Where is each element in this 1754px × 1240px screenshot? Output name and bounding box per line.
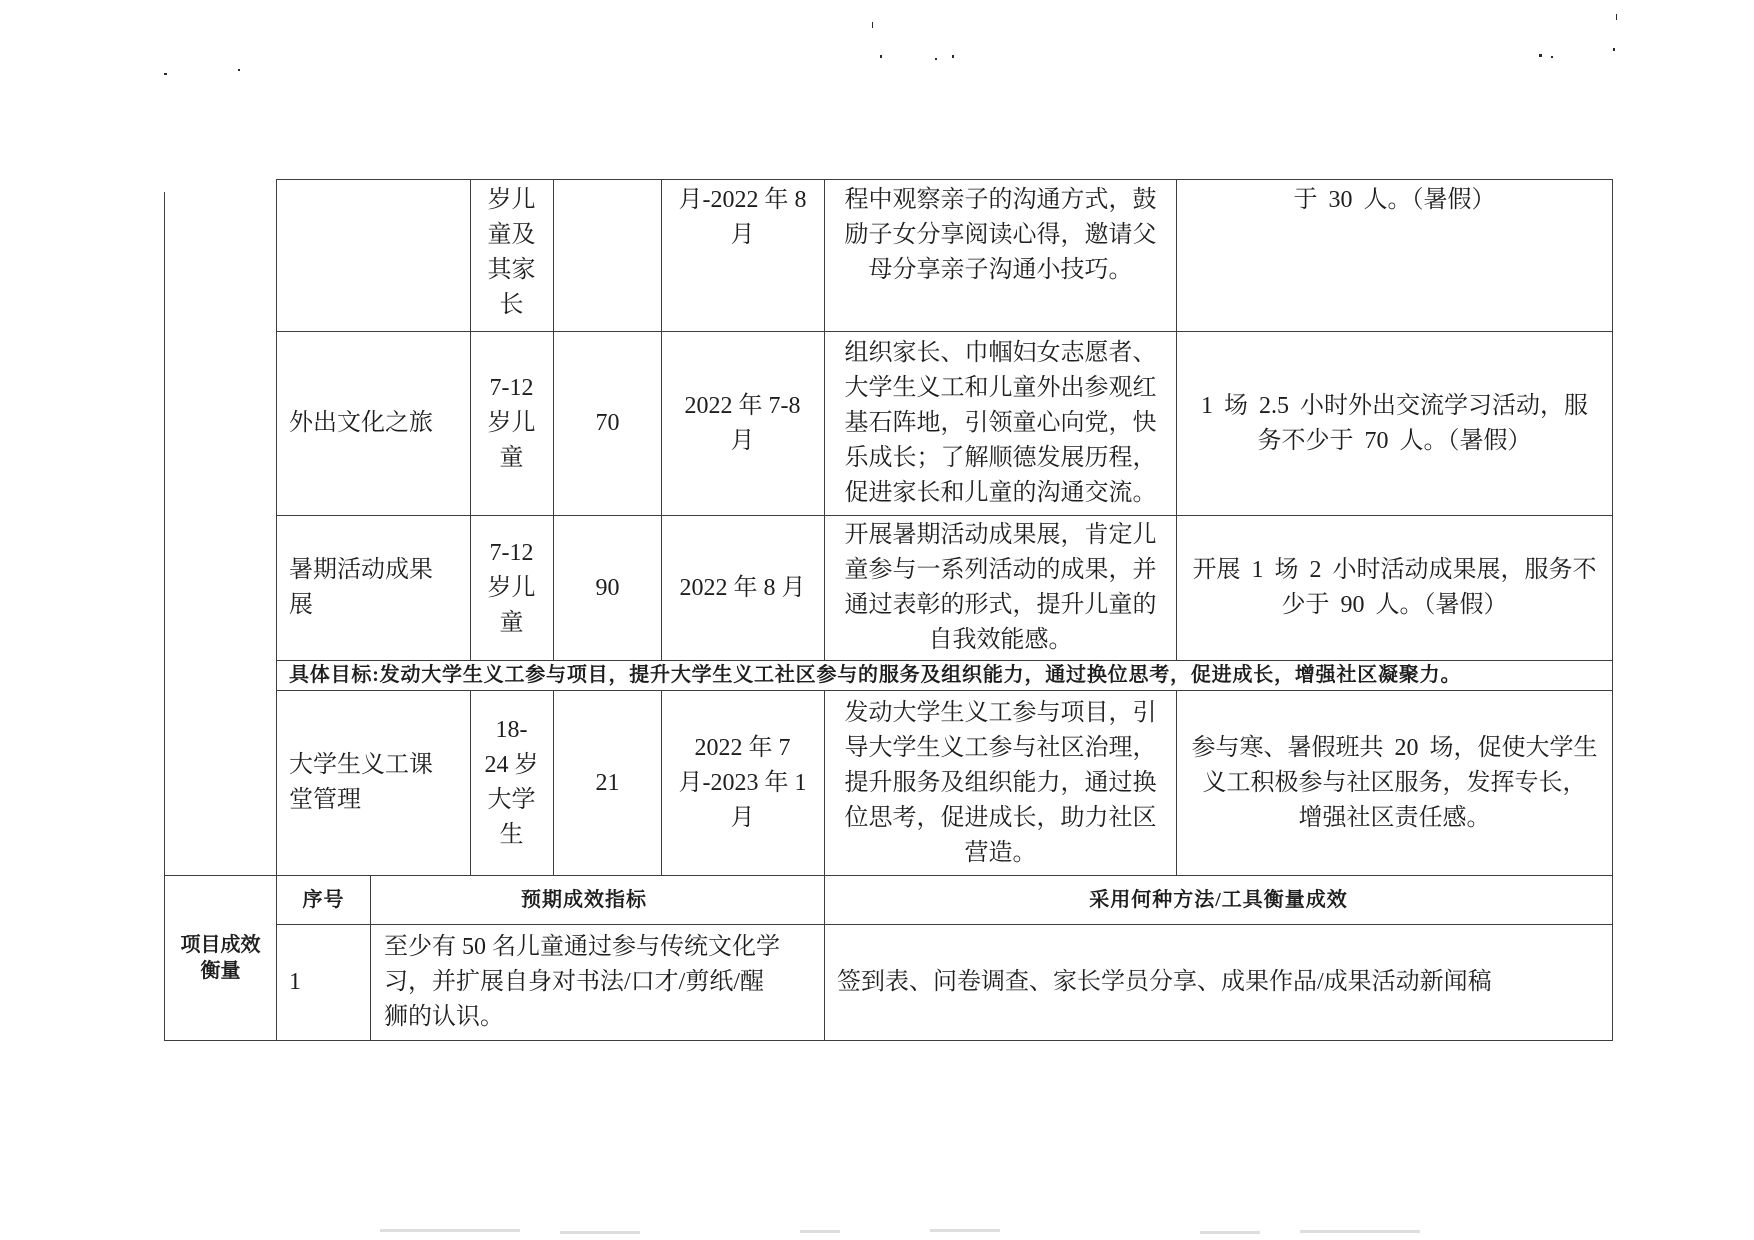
scan-speck [164, 73, 167, 75]
output-text: 参与寒、暑假班共 20 场，促使大学生义工积极参与社区服务，发挥专长，增强社区责任感。 [1191, 734, 1598, 831]
header-indicator [370, 875, 825, 925]
time-text: 2022 年 7-8 月 [684, 392, 801, 454]
scan-smear [800, 1230, 840, 1233]
scan-smear [1200, 1231, 1260, 1234]
header-index [276, 875, 371, 925]
content-cell [824, 179, 1177, 332]
time-cell [661, 515, 825, 661]
header-method-text: 采用何种方法/工具衡量成效 [1089, 888, 1348, 911]
activity-name: 大学生义工课堂管理 [289, 752, 433, 813]
evaluation-method-cell [824, 924, 1613, 1041]
output-text: 1 场 2.5 小时外出交流学习活动，服务不少于 70 人。（暑假） [1201, 392, 1588, 454]
time-cell [661, 690, 825, 876]
output-text: 于 30 人。（暑假） [1293, 187, 1496, 213]
target-text: 18-24 岁大学生 [484, 717, 539, 848]
output-cell [1176, 690, 1613, 876]
header-indicator-text: 预期成效指标 [521, 888, 647, 911]
scan-smear [930, 1229, 1000, 1232]
count-cell [553, 331, 662, 516]
content-text: 开展暑期活动成果展，肯定儿童参与一系列活动的成果，并通过表彰的形式，提升儿童的自我效能感。 [844, 522, 1157, 653]
table-left-border [164, 192, 165, 876]
target-cell [470, 515, 554, 661]
count-value: 90 [595, 574, 620, 601]
time-text: 2022 年 8 月 [679, 574, 806, 601]
target-cell [470, 331, 554, 516]
content-text: 发动大学生义工参与项目，引导大学生义工参与社区治理，提升服务及组织能力，通过换位思考，促进成长，助力社区营造。 [844, 699, 1157, 866]
time-cell [661, 331, 825, 516]
evaluation-section-label [164, 875, 277, 1041]
scan-speck [1539, 54, 1542, 57]
target-text: 7-12 岁儿童 [487, 539, 536, 636]
evaluation-index: 1 [289, 969, 301, 995]
scan-smear [1300, 1230, 1420, 1233]
evaluation-method: 签到表、问卷调查、家长学员分享、成果作品/成果活动新闻稿 [837, 969, 1492, 995]
objective-text: 具体目标:发动大学生义工参与项目，提升大学生义工社区参与的服务及组织能力，通过换位思考，促进成长，增强社区凝聚力。 [289, 664, 1462, 686]
activity-name: 外出文化之旅 [289, 410, 433, 436]
time-text: 2022 年 7 月-2023 年 1 月 [678, 734, 807, 831]
content-cell [824, 515, 1177, 661]
activity-cell [276, 331, 471, 516]
activity-cell [276, 179, 471, 332]
count-cell [553, 515, 662, 661]
count-cell [553, 179, 662, 332]
target-text: 岁儿童及其家长 [487, 187, 536, 318]
content-text: 组织家长、巾帼妇女志愿者、大学生义工和儿童外出参观红基石阵地，引领童心向党，快乐成长；了解顺德发展历程，促进家长和儿童的沟通交流。 [844, 340, 1157, 506]
activity-cell [276, 515, 471, 661]
scan-speck [238, 69, 240, 71]
evaluation-index-cell [276, 924, 371, 1041]
content-cell [824, 690, 1177, 876]
scan-speck [1616, 14, 1617, 20]
scan-speck [1613, 48, 1615, 51]
header-method [824, 875, 1613, 925]
count-cell [553, 690, 662, 876]
scan-speck [952, 55, 954, 58]
count-value: 70 [595, 410, 620, 436]
scan-speck [872, 22, 873, 28]
target-text: 7-12 岁儿童 [487, 375, 536, 471]
scan-speck [935, 58, 937, 60]
time-text: 月-2022 年 8 月 [678, 187, 807, 248]
content-cell [824, 331, 1177, 516]
activity-cell [276, 690, 471, 876]
header-index-text: 序号 [302, 888, 345, 911]
time-cell [661, 179, 825, 332]
activity-name: 暑期活动成果展 [289, 557, 433, 618]
scan-speck [1551, 56, 1553, 58]
scan-smear [560, 1231, 640, 1234]
output-cell [1176, 179, 1613, 332]
target-cell [470, 690, 554, 876]
evaluation-indicator-cell [370, 924, 825, 1041]
objective-row [276, 660, 1613, 691]
output-cell [1176, 331, 1613, 516]
scan-speck [880, 55, 882, 58]
content-text: 程中观察亲子的沟通方式，鼓励子女分享阅读心得，邀请父母分享亲子沟通小技巧。 [844, 187, 1157, 283]
count-value: 21 [595, 769, 620, 796]
output-text: 开展 1 场 2 小时活动成果展，服务不少于 90 人。（暑假） [1192, 557, 1597, 618]
evaluation-label-text: 项目成效衡量 [180, 934, 261, 982]
scan-smear [380, 1229, 520, 1232]
output-cell [1176, 515, 1613, 661]
target-cell [470, 179, 554, 332]
evaluation-indicator: 至少有 50 名儿童通过参与传统文化学习，并扩展自身对书法/口才/剪纸/醒狮的认识。 [384, 934, 780, 1030]
